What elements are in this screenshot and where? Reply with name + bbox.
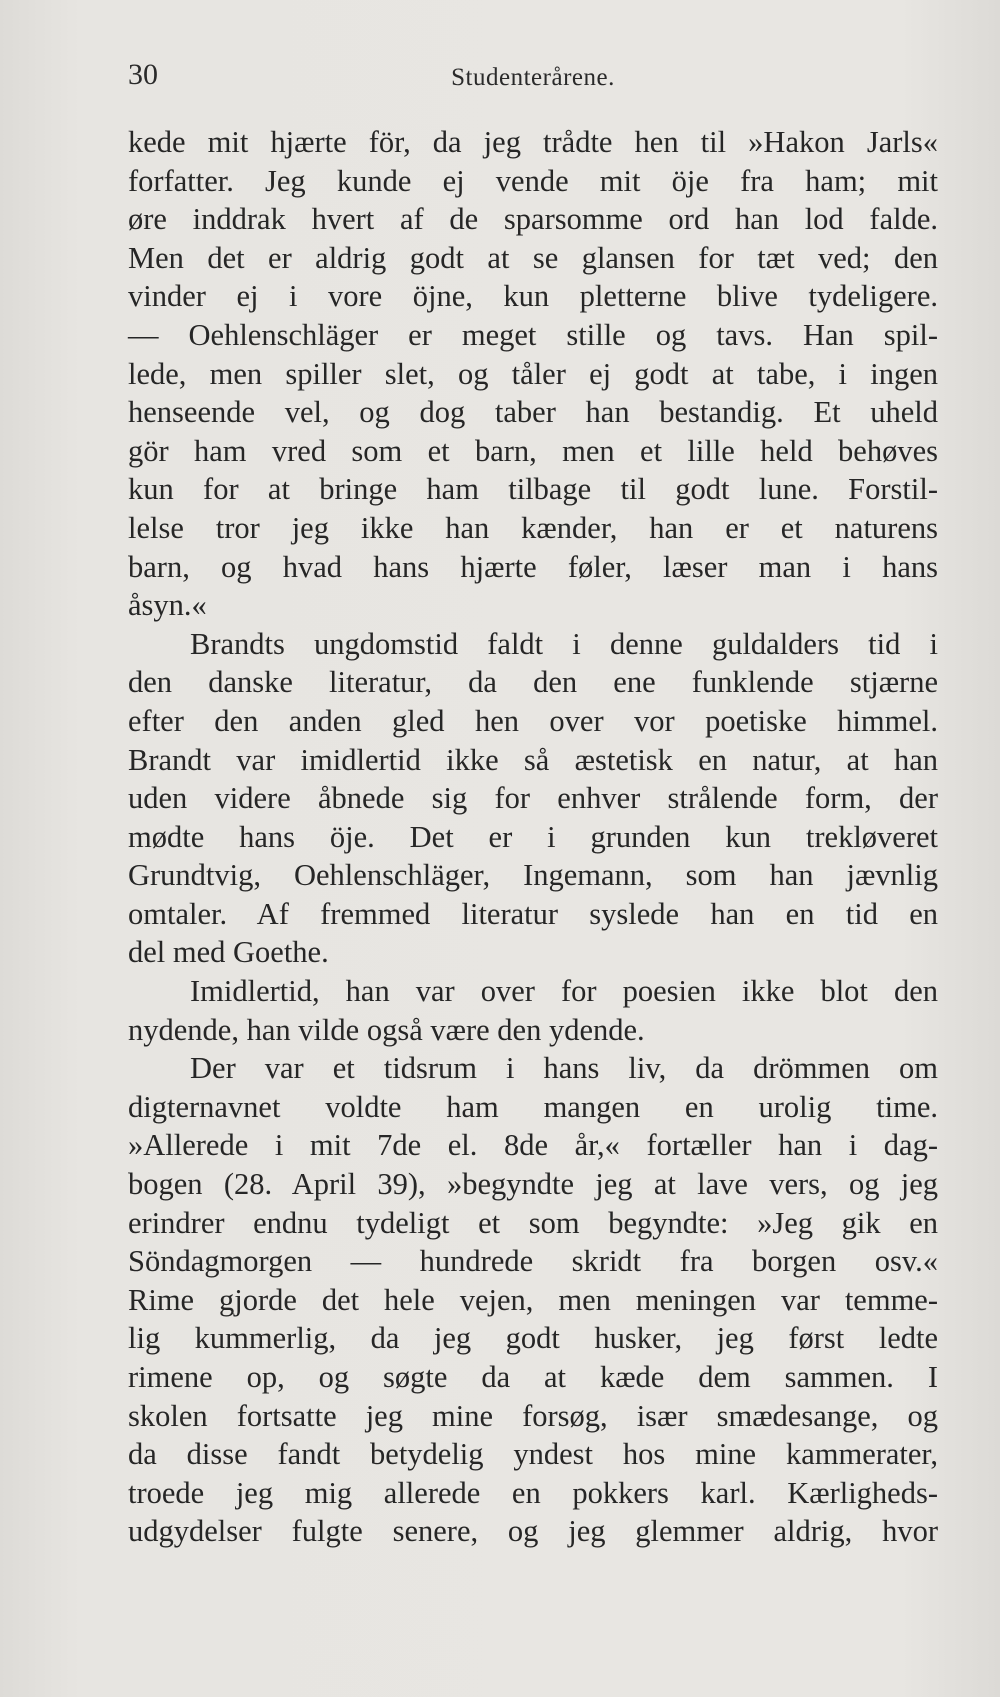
text-line: nydende, han vilde også være den ydende. — [128, 1012, 645, 1047]
text-line: henseende vel, og dog taber han bestandig. Et uheld — [128, 395, 938, 430]
text-line: Der var et tidsrum i hans liv, da drömmen om — [190, 1051, 938, 1086]
body-text — [128, 123, 938, 1551]
text-line: da disse fandt betydelig yndest hos mine kammerater, — [128, 1437, 938, 1472]
text-line: lelse tror jeg ikke han kænder, han er et naturens — [128, 510, 938, 545]
text-line: kede mit hjærte för, da jeg trådte hen til »Hakon Jarls« — [128, 125, 938, 159]
text-line: mødte hans öje. Det er i grunden kun trekløveret — [128, 819, 938, 854]
text-line: lig kummerlig, da jeg godt husker, jeg først ledte — [128, 1321, 938, 1356]
text-line: rimene op, og søgte da at kæde dem sammen. I — [128, 1360, 938, 1394]
text-line: efter den anden gled hen over vor poetiske himmel. — [128, 703, 938, 738]
text-line: Söndagmorgen — hundrede skridt fra borgen osv.« — [128, 1244, 938, 1279]
text-line: digternavnet voldte ham mangen en urolig time. — [128, 1089, 938, 1124]
text-line: Imidlertid, han var over for poesien ikke blot den — [190, 974, 938, 1009]
text-line: gör ham vred som et barn, men et lille held behøves — [128, 433, 938, 468]
text-line: øre inddrak hvert af de sparsomme ord han lod falde. — [128, 202, 938, 237]
text-line: Grundtvig, Oehlenschläger, Ingemann, som han jævnlig — [128, 858, 938, 893]
text-line: lede, men spiller slet, og tåler ej godt at tabe, i ingen — [128, 356, 938, 391]
text-line: åsyn.« — [128, 588, 207, 623]
page-number: 30 — [128, 58, 158, 91]
text-line: barn, og hvad hans hjærte føler, læser man i hans — [128, 549, 938, 584]
text-line: — Oehlenschläger er meget stille og tavs. Han spil- — [128, 317, 938, 352]
text-line: Brandts ungdomstid faldt i denne guldalders tid i — [190, 626, 938, 661]
text-line: troede jeg mig allerede en pokkers karl. Kærligheds- — [128, 1475, 938, 1510]
page-header — [128, 58, 938, 98]
text-line: forfatter. Jeg kunde ej vende mit öje fra ham; mit — [128, 163, 938, 198]
text-line: omtaler. Af fremmed literatur syslede han en tid en — [128, 896, 938, 931]
text-line: vinder ej i vore öjne, kun pletterne blive tydeligere. — [128, 279, 938, 314]
text-line: kun for at bringe ham tilbage til godt lune. Forstil- — [128, 472, 938, 507]
text-line: Men det er aldrig godt at se glansen for tæt ved; den — [128, 240, 938, 275]
text-line: del med Goethe. — [128, 935, 329, 970]
running-title: Studenterårene. — [451, 64, 615, 91]
text-line: Rime gjorde det hele vejen, men meningen var temme- — [128, 1282, 938, 1317]
text-line: udgydelser fulgte senere, og jeg glemmer aldrig, hvor — [128, 1514, 938, 1549]
text-line: Brandt var imidlertid ikke så æstetisk en natur, at han — [128, 742, 938, 777]
text-line: bogen (28. April 39), »begyndte jeg at lave vers, og jeg — [128, 1167, 938, 1202]
text-line: skolen fortsatte jeg mine forsøg, især smædesange, og — [128, 1398, 938, 1433]
text-line: »Allerede i mit 7de el. 8de år,« fortæller han i dag- — [128, 1128, 938, 1163]
text-line: erindrer endnu tydeligt et som begyndte: »Jeg gik en — [128, 1205, 938, 1240]
text-line: uden videre åbnede sig for enhver strålende form, der — [128, 781, 938, 816]
text-line: den danske literatur, da den ene funklende stjærne — [128, 665, 938, 700]
